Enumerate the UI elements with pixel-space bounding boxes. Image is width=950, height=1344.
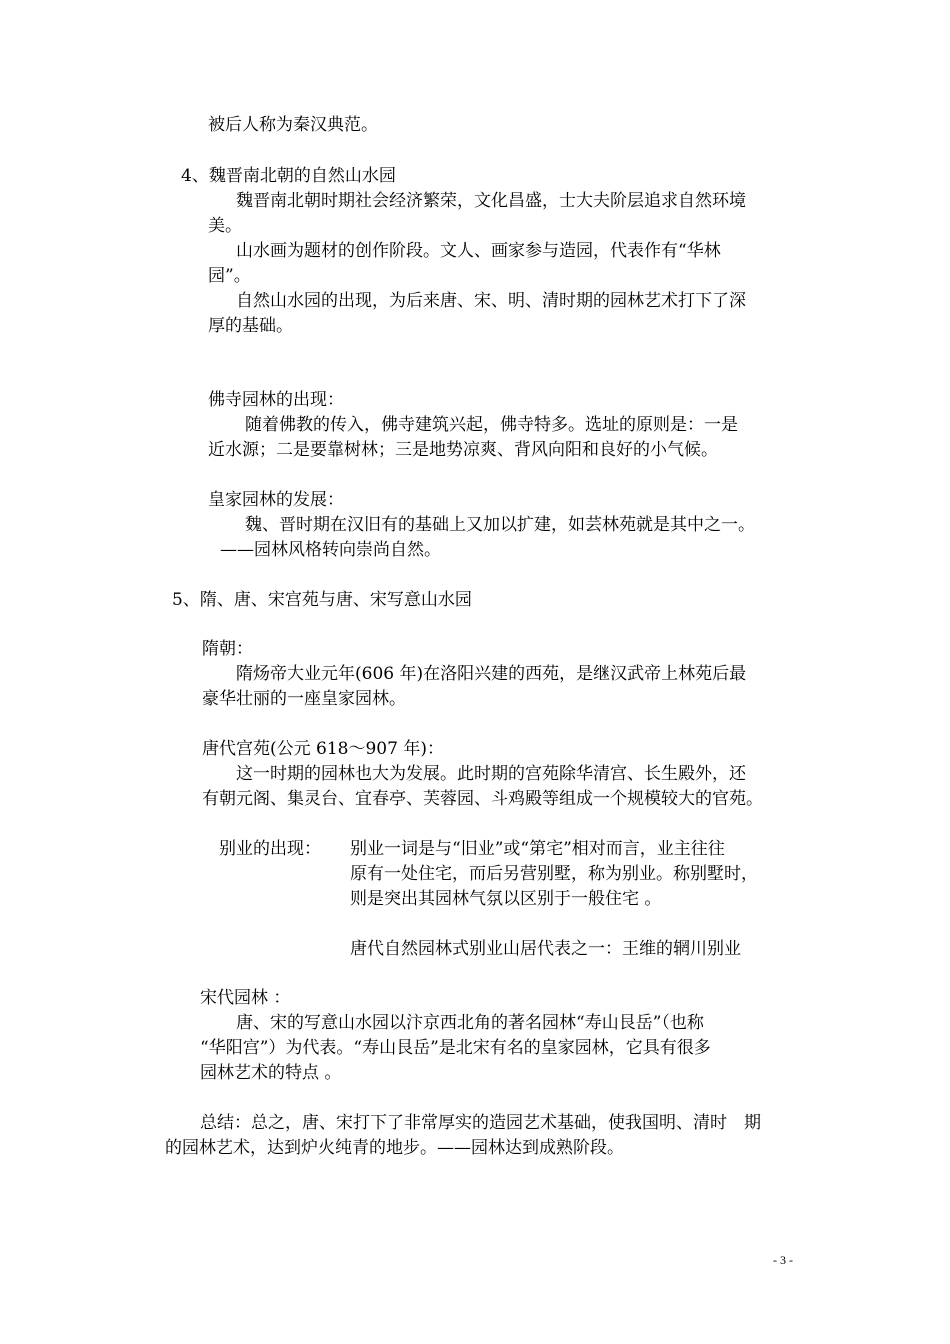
text-line: ——园林风格转向崇尚自然。	[220, 540, 441, 560]
text-line: 这一时期的园林也大为发展。此时期的宫苑除华清宫、长生殿外，还	[236, 764, 746, 784]
text-line: 别业一词是与“旧业”或“第宅”相对而言，业主往往	[350, 839, 725, 859]
text-line: 园”。	[208, 266, 251, 286]
text-line: 美。	[208, 216, 242, 236]
text-line: 魏、晋时期在汉旧有的基础上又加以扩建，如芸林苑就是其中之一。	[245, 515, 755, 535]
subsection-heading: 皇家园林的发展：	[208, 490, 344, 510]
summary-line: 的园林艺术，达到炉火纯青的地步。——园林达到成熟阶段。	[165, 1138, 624, 1158]
text-line: 则是突出其园林气氛以区别于一般住宅 。	[350, 889, 662, 909]
text-line: 自然山水园的出现，为后来唐、宋、明、清时期的园林艺术打下了深	[236, 291, 746, 311]
summary-line: 总结：总之，唐、宋打下了非常厚实的造园艺术基础，使我国明、清时 期	[200, 1113, 761, 1133]
text-line: 魏晋南北朝时期社会经济繁荣，文化昌盛，士大夫阶层追求自然环境	[236, 191, 746, 211]
subsection-heading: 别业的出现：	[219, 839, 321, 859]
section-heading-5: 5、隋、唐、宋宫苑与唐、宋写意山水园	[172, 590, 472, 610]
text-line: 唐、宋的写意山水园以汴京西北角的著名园林“寿山艮岳”（也称	[236, 1013, 704, 1033]
text-line: 园林艺术的特点 。	[200, 1063, 342, 1083]
text-line: 豪华壮丽的一座皇家园林。	[202, 689, 406, 709]
text-line: 山水画为题材的创作阶段。文人、画家参与造园，代表作有“华林	[236, 241, 721, 261]
text-line: 近水源；二是要靠树林；三是地势凉爽、背风向阳和良好的小气候。	[208, 440, 718, 460]
subsection-heading: 宋代园林 ：	[200, 988, 291, 1008]
section-heading-4: 4、魏晋南北朝的自然山水园	[181, 166, 396, 186]
text-line: 原有一处住宅，而后另营别墅，称为别业。称别墅时，	[350, 864, 758, 884]
text-line: 隋炀帝大业元年(606 年)在洛阳兴建的西苑，是继汉武帝上林苑后最	[236, 664, 747, 684]
text-line: 有朝元阁、集灵台、宜春亭、芙蓉园、斗鸡殿等组成一个规模较大的官苑。	[202, 789, 763, 809]
text-line: 随着佛教的传入，佛寺建筑兴起，佛寺特多。选址的原则是：一是	[245, 415, 738, 435]
text-line: 唐代自然园林式别业山居代表之一：王维的辋川别业	[350, 939, 741, 959]
subsection-heading: 唐代宫苑(公元 618～907 年)：	[202, 739, 444, 759]
subsection-heading: 隋朝：	[202, 639, 253, 659]
subsection-heading: 佛寺园林的出现：	[208, 390, 344, 410]
text-line: “华阳宫”）为代表。“寿山艮岳”是北宋有名的皇家园林，它具有很多	[200, 1038, 711, 1058]
page-number: - 3 -	[773, 1253, 793, 1267]
text-line: 厚的基础。	[208, 316, 293, 336]
text-line: 被后人称为秦汉典范。	[208, 115, 378, 135]
